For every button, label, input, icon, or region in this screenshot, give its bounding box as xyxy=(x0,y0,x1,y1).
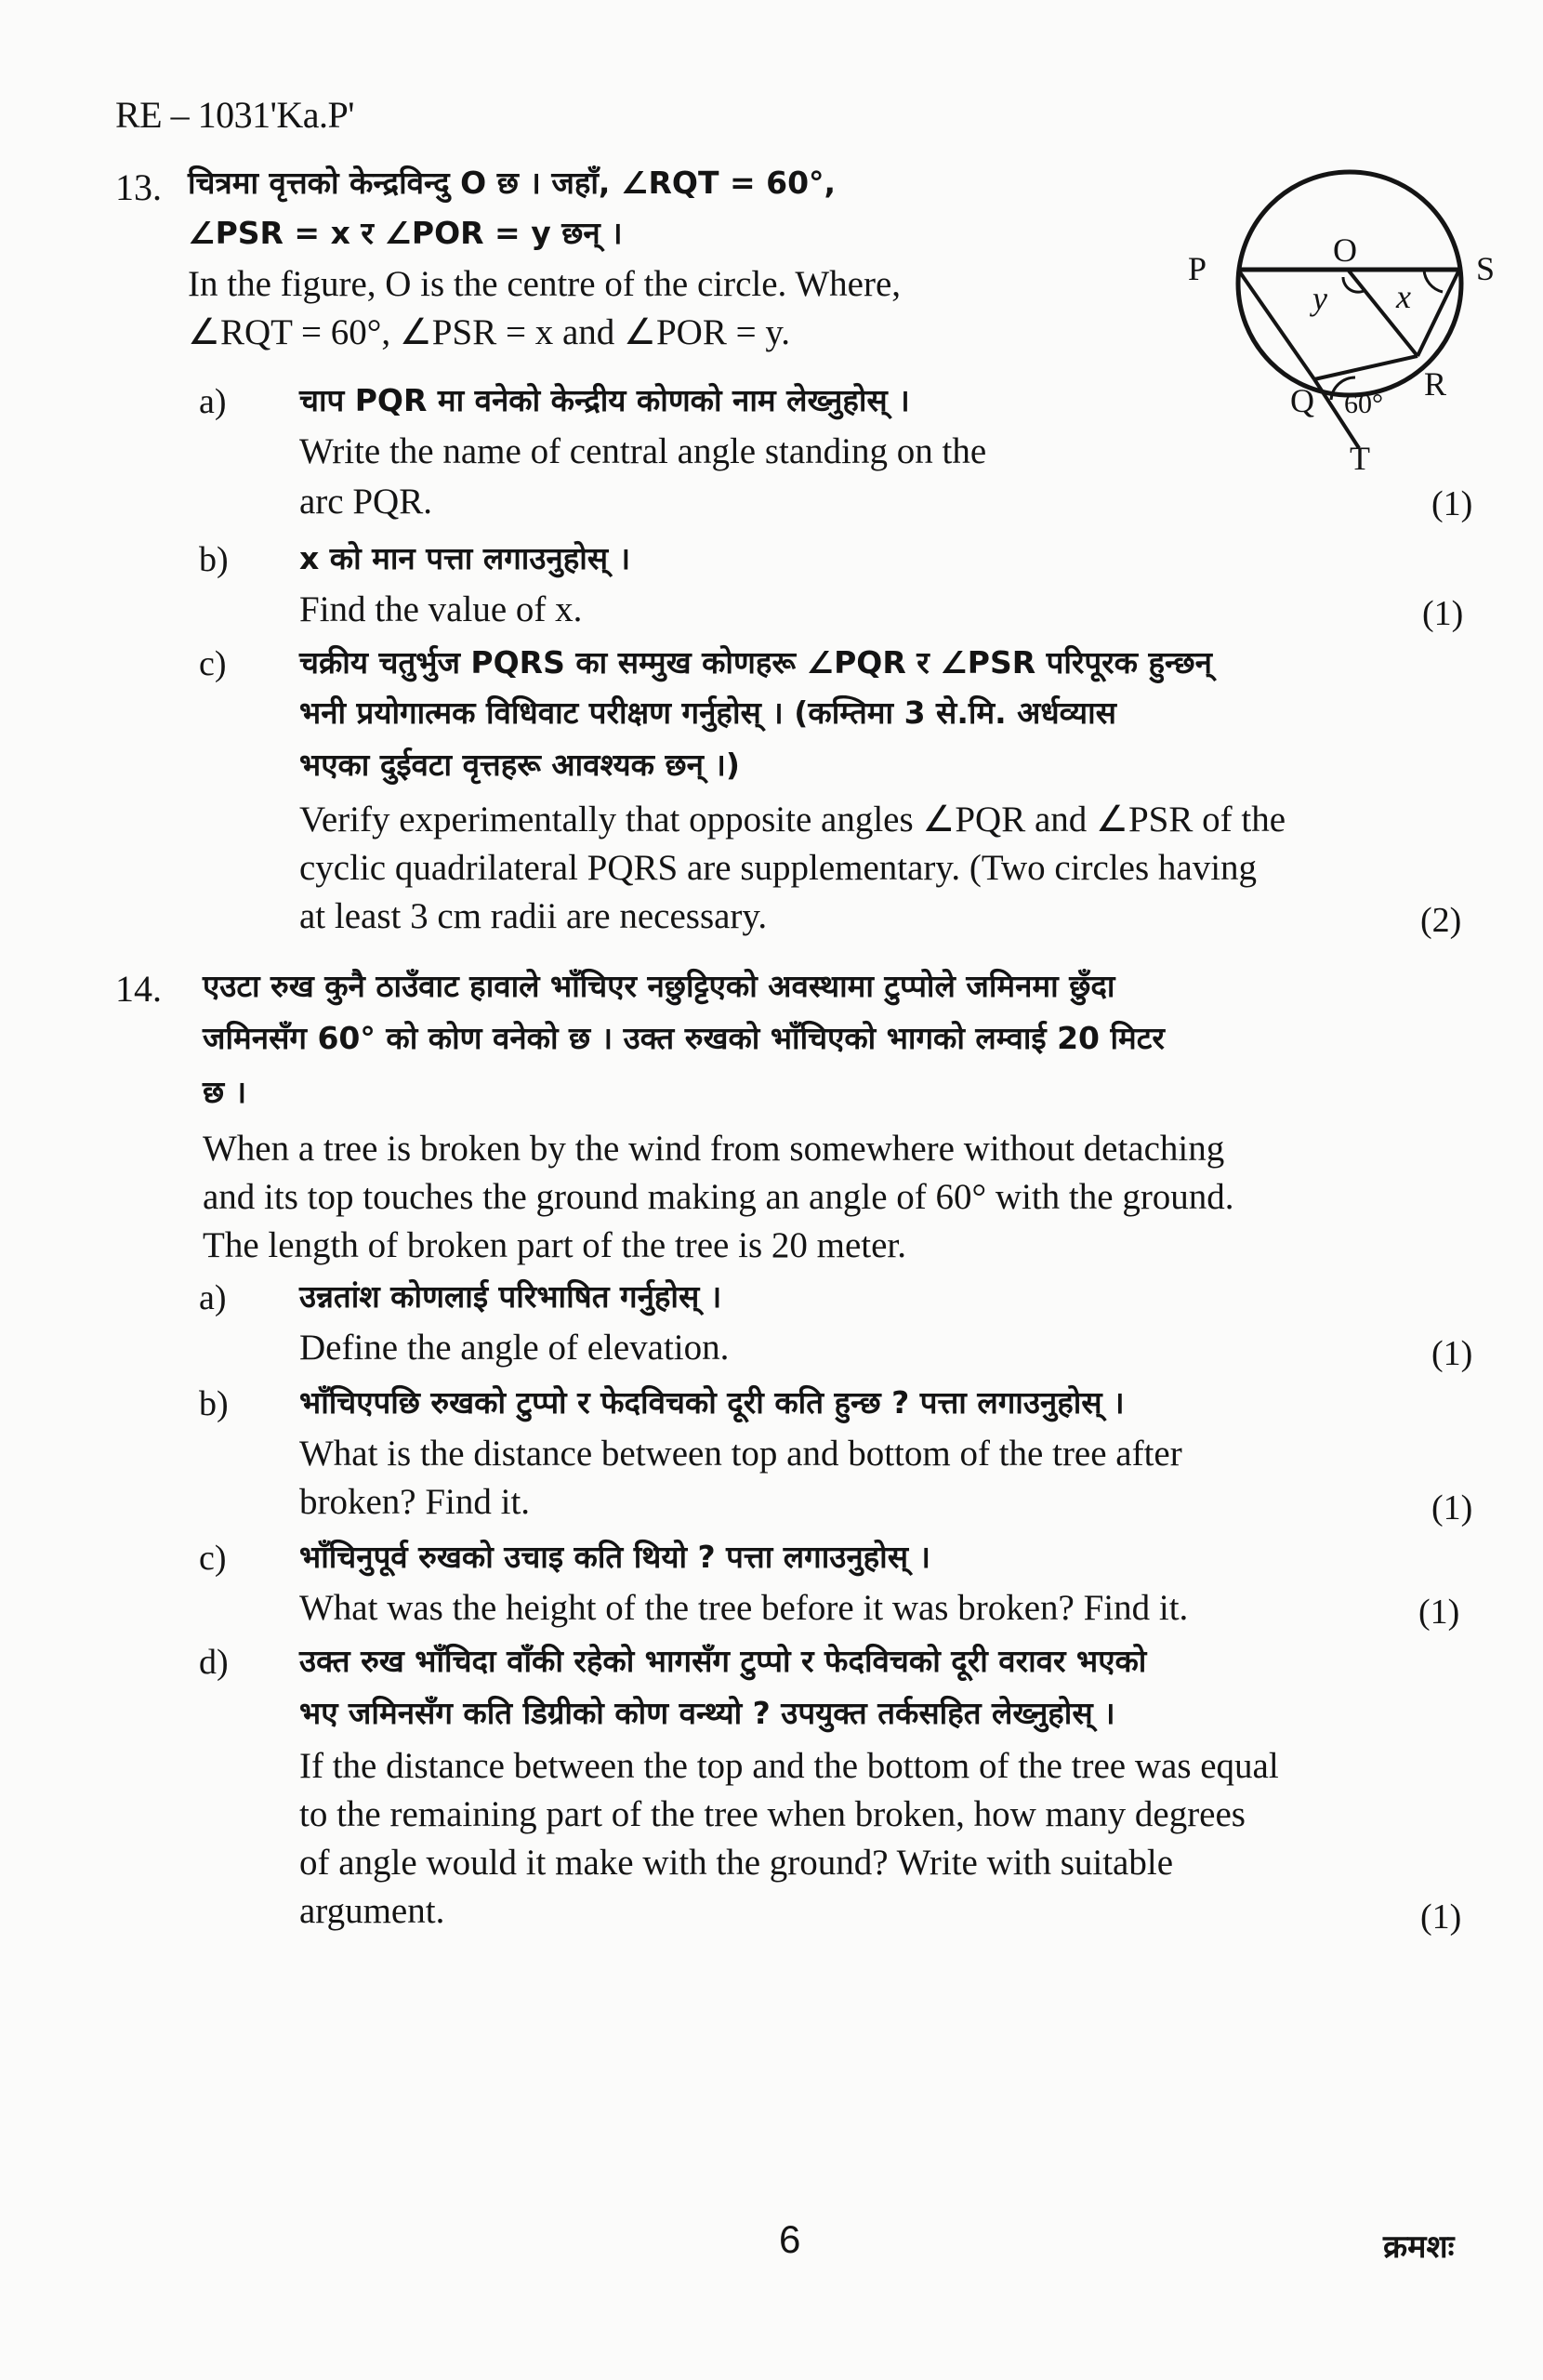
question-number-13: 13. xyxy=(115,166,162,208)
q13b-label: b) xyxy=(199,540,229,579)
q14b-np: भाँचिएपछि रुखको टुप्पो र फेदविचको दूरी कति हुन्छ ? पत्ता लगाउनुहोस् । xyxy=(299,1384,1125,1421)
q14-stem-en-line3: The length of broken part of the tree is 20 meter. xyxy=(203,1225,906,1265)
q13c-np-line2: भनी प्रयोगात्मक विधिवाट परीक्षण गर्नुहोस् । (कम्तिमा 3 से.मि. अर्धव्यास xyxy=(299,694,1116,731)
label-q: Q xyxy=(1290,382,1314,419)
q14a-np: उन्नतांश कोणलाई परिभाषित गर्नुहोस् । xyxy=(299,1278,722,1315)
q13c-en-line2: cyclic quadrilateral PQRS are supplementary. (Two circles having xyxy=(299,848,1258,888)
q13a-label: a) xyxy=(199,382,227,421)
paper-code: RE – 1031'Ka.P' xyxy=(115,94,354,136)
q14a-label: a) xyxy=(199,1278,227,1317)
q14a-marks: (1) xyxy=(1431,1334,1473,1373)
q14c-marks: (1) xyxy=(1418,1593,1460,1632)
label-y: y xyxy=(1312,280,1327,317)
q14d-np-line2: भए जमिनसँग कति डिग्रीको कोण वन्थ्यो ? उपयुक्त तर्कसहित लेख्नुहोस् । xyxy=(299,1695,1115,1731)
q14-stem-np-line3: छ । xyxy=(203,1074,247,1110)
q13a-en-line2: arc PQR. xyxy=(299,482,432,522)
q13c-marks: (2) xyxy=(1420,901,1462,940)
q14b-en-line1: What is the distance between top and bottom of the tree after xyxy=(299,1434,1182,1474)
q14b-en-line2: broken? Find it. xyxy=(299,1482,531,1522)
q13-stem-en-line2: ∠RQT = 60°, ∠PSR = x and ∠POR = y. xyxy=(188,312,791,352)
q14-stem-en-line2: and its top touches the ground making an angle of 60° with the ground. xyxy=(203,1177,1234,1217)
q14c-label: c) xyxy=(199,1539,227,1578)
q13c-en-line3: at least 3 cm radii are necessary. xyxy=(299,896,768,936)
q14d-label: d) xyxy=(199,1643,229,1682)
q13b-marks: (1) xyxy=(1422,594,1464,633)
q13a-np: चाप PQR मा वनेको केन्द्रीय कोणको नाम लेख्नुहोस् । xyxy=(299,382,910,418)
page-number: 6 xyxy=(779,2217,801,2261)
q13b-np: x को मान पत्ता लगाउनुहोस् । xyxy=(299,540,631,576)
continued-label: क्रमशः xyxy=(1383,2228,1455,2266)
q13c-en-line1: Verify experimentally that opposite angles ∠PQR and ∠PSR of the xyxy=(299,800,1286,840)
q14-stem-np-line2: जमिनसँग 60° को कोण वनेको छ । उक्त रुखको भाँचिएको भागको लम्वाई 20 मिटर xyxy=(203,1020,1165,1056)
q13-stem-np-line1: चित्रमा वृत्तको केन्द्रविन्दु O छ । जहाँ, ∠RQT = 60°, xyxy=(188,165,837,201)
q13-stem-en-line1: In the figure, O is the centre of the circle. Where, xyxy=(188,264,902,304)
q14d-en-line4: argument. xyxy=(299,1891,445,1931)
q13a-marks: (1) xyxy=(1431,484,1473,523)
q14-stem-en-line1: When a tree is broken by the wind from somewhere without detaching xyxy=(203,1129,1225,1169)
q14a-en: Define the angle of elevation. xyxy=(299,1328,730,1368)
q13-stem-np-line2: ∠PSR = x र ∠POR = y छन् । xyxy=(188,215,623,251)
question-number-14: 14. xyxy=(115,968,162,1010)
q13b-en: Find the value of x. xyxy=(299,589,583,629)
label-60-degrees: 60° xyxy=(1344,389,1383,419)
q14d-en-line1: If the distance between the top and the bottom of the tree was equal xyxy=(299,1746,1279,1786)
q13c-label: c) xyxy=(199,644,227,683)
q13c-np-line3: भएका दुईवटा वृत्तहरू आवश्यक छन् ।) xyxy=(299,747,740,783)
q14c-en: What was the height of the tree before it was broken? Find it. xyxy=(299,1588,1189,1628)
q14b-label: b) xyxy=(199,1384,229,1423)
q14b-marks: (1) xyxy=(1431,1488,1473,1527)
q14d-np-line1: उक्त रुख भाँचिदा वाँकी रहेको भागसँग टुप्पो र फेदविचको दूरी वरावर भएको xyxy=(299,1643,1147,1679)
q14d-en-line2: to the remaining part of the tree when broken, how many degrees xyxy=(299,1794,1246,1834)
q13a-en-line1: Write the name of central angle standing on the xyxy=(299,431,987,471)
circle-figure xyxy=(1180,121,1524,483)
q14c-np: भाँचिनुपूर्व रुखको उचाइ कति थियो ? पत्ता लगाउनुहोस् । xyxy=(299,1539,931,1575)
q14d-marks: (1) xyxy=(1420,1897,1462,1937)
q13c-np-line1: चक्रीय चतुर्भुज PQRS का सम्मुख कोणहरू ∠PQR र ∠PSR परिपूरक हुन्छन् xyxy=(299,644,1212,681)
label-s: S xyxy=(1476,250,1496,287)
label-t: T xyxy=(1350,440,1370,477)
q14d-en-line3: of angle would it make with the ground? Write with suitable xyxy=(299,1843,1173,1883)
label-p: P xyxy=(1188,250,1207,287)
label-r: R xyxy=(1424,365,1447,403)
q14-stem-np-line1: एउटा रुख कुनै ठाउँवाट हावाले भाँचिएर नछुट्टिएको अवस्थामा टुप्पोले जमिनमा छुँदा xyxy=(203,968,1115,1004)
cyclic-quadrilateral-diagram xyxy=(1180,121,1524,483)
label-x: x xyxy=(1396,278,1411,315)
label-o: O xyxy=(1333,231,1357,269)
